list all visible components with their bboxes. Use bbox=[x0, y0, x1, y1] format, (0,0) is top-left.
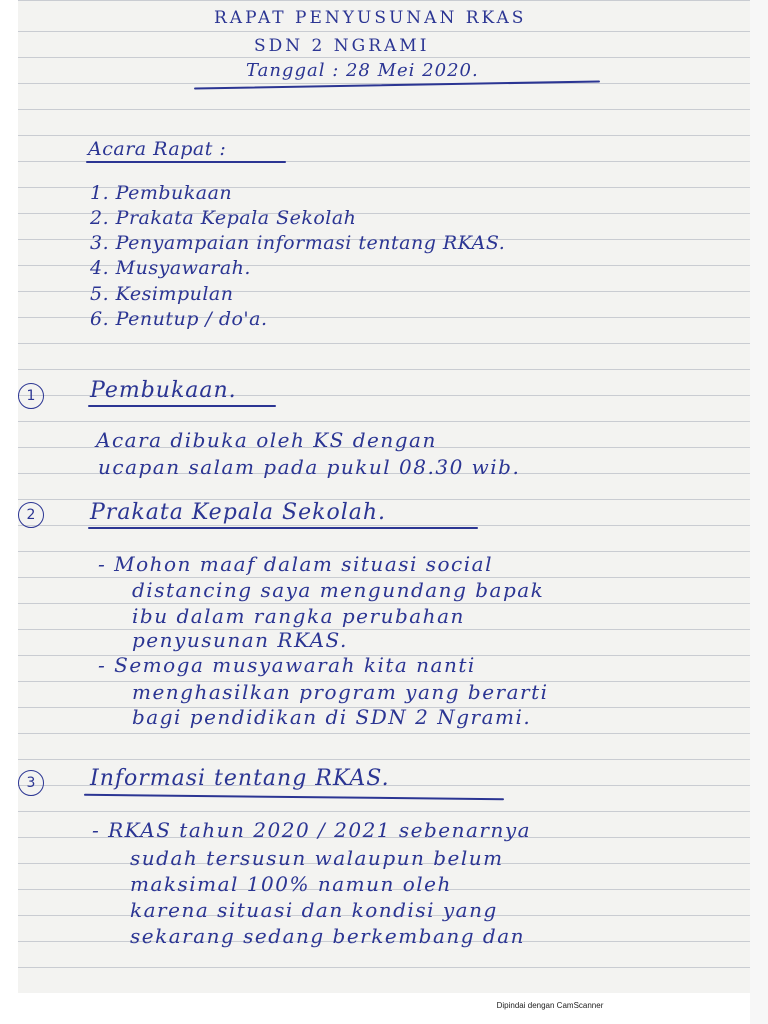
section-line: ibu dalam rangka perubahan bbox=[132, 604, 465, 628]
section-line: - Semoga musyawarah kita nanti bbox=[98, 653, 476, 677]
agenda-title-underline bbox=[86, 161, 286, 163]
section-line: maksimal 100% namun oleh bbox=[130, 872, 452, 896]
section-line: penyusunan RKAS. bbox=[132, 628, 348, 652]
section-number-badge: 1 bbox=[18, 383, 44, 409]
school-name: SDN 2 NGRAMI bbox=[254, 36, 430, 56]
section-title: Informasi tentang RKAS. bbox=[90, 766, 390, 791]
agenda-item: 6. Penutup / do'a. bbox=[90, 308, 268, 330]
section-title-underline bbox=[88, 405, 276, 407]
header-underline bbox=[194, 80, 600, 89]
page-margin bbox=[750, 0, 768, 1024]
section-number-badge: 2 bbox=[18, 502, 44, 528]
agenda-item: 1. Pembukaan bbox=[90, 182, 233, 204]
section-title: Pembukaan. bbox=[90, 378, 237, 403]
section-line: menghasilkan program yang berarti bbox=[132, 680, 549, 704]
section-line: bagi pendidikan di SDN 2 Ngrami. bbox=[132, 705, 532, 729]
section-line: - Mohon maaf dalam situasi social bbox=[98, 552, 493, 576]
agenda-item: 2. Prakata Kepala Sekolah bbox=[90, 207, 357, 229]
section-line: sekarang sedang berkembang dan bbox=[130, 924, 526, 948]
section-title-underline bbox=[88, 527, 478, 529]
agenda-item: 3. Penyampaian informasi tentang RKAS. bbox=[90, 232, 506, 254]
section-title-underline bbox=[84, 794, 504, 800]
section-line: Acara dibuka oleh KS dengan bbox=[96, 428, 437, 452]
notebook-page bbox=[18, 0, 750, 993]
agenda-item: 4. Musyawarah. bbox=[90, 257, 251, 279]
section-line: distancing saya mengundang bapak bbox=[132, 578, 545, 602]
agenda-title: Acara Rapat : bbox=[88, 138, 227, 160]
meeting-date: Tanggal : 28 Mei 2020. bbox=[246, 60, 479, 81]
scanner-watermark: Dipindai dengan CamScanner bbox=[496, 1001, 604, 1010]
agenda-item: 5. Kesimpulan bbox=[90, 283, 234, 305]
section-line: karena situasi dan kondisi yang bbox=[130, 898, 498, 922]
section-line: ucapan salam pada pukul 08.30 wib. bbox=[98, 455, 521, 479]
section-line: sudah tersusun walaupun belum bbox=[130, 846, 504, 870]
section-number-badge: 3 bbox=[18, 770, 44, 796]
section-title: Prakata Kepala Sekolah. bbox=[90, 500, 387, 525]
meeting-title: RAPAT PENYUSUNAN RKAS bbox=[214, 8, 527, 28]
section-line: - RKAS tahun 2020 / 2021 sebenarnya bbox=[92, 818, 532, 842]
